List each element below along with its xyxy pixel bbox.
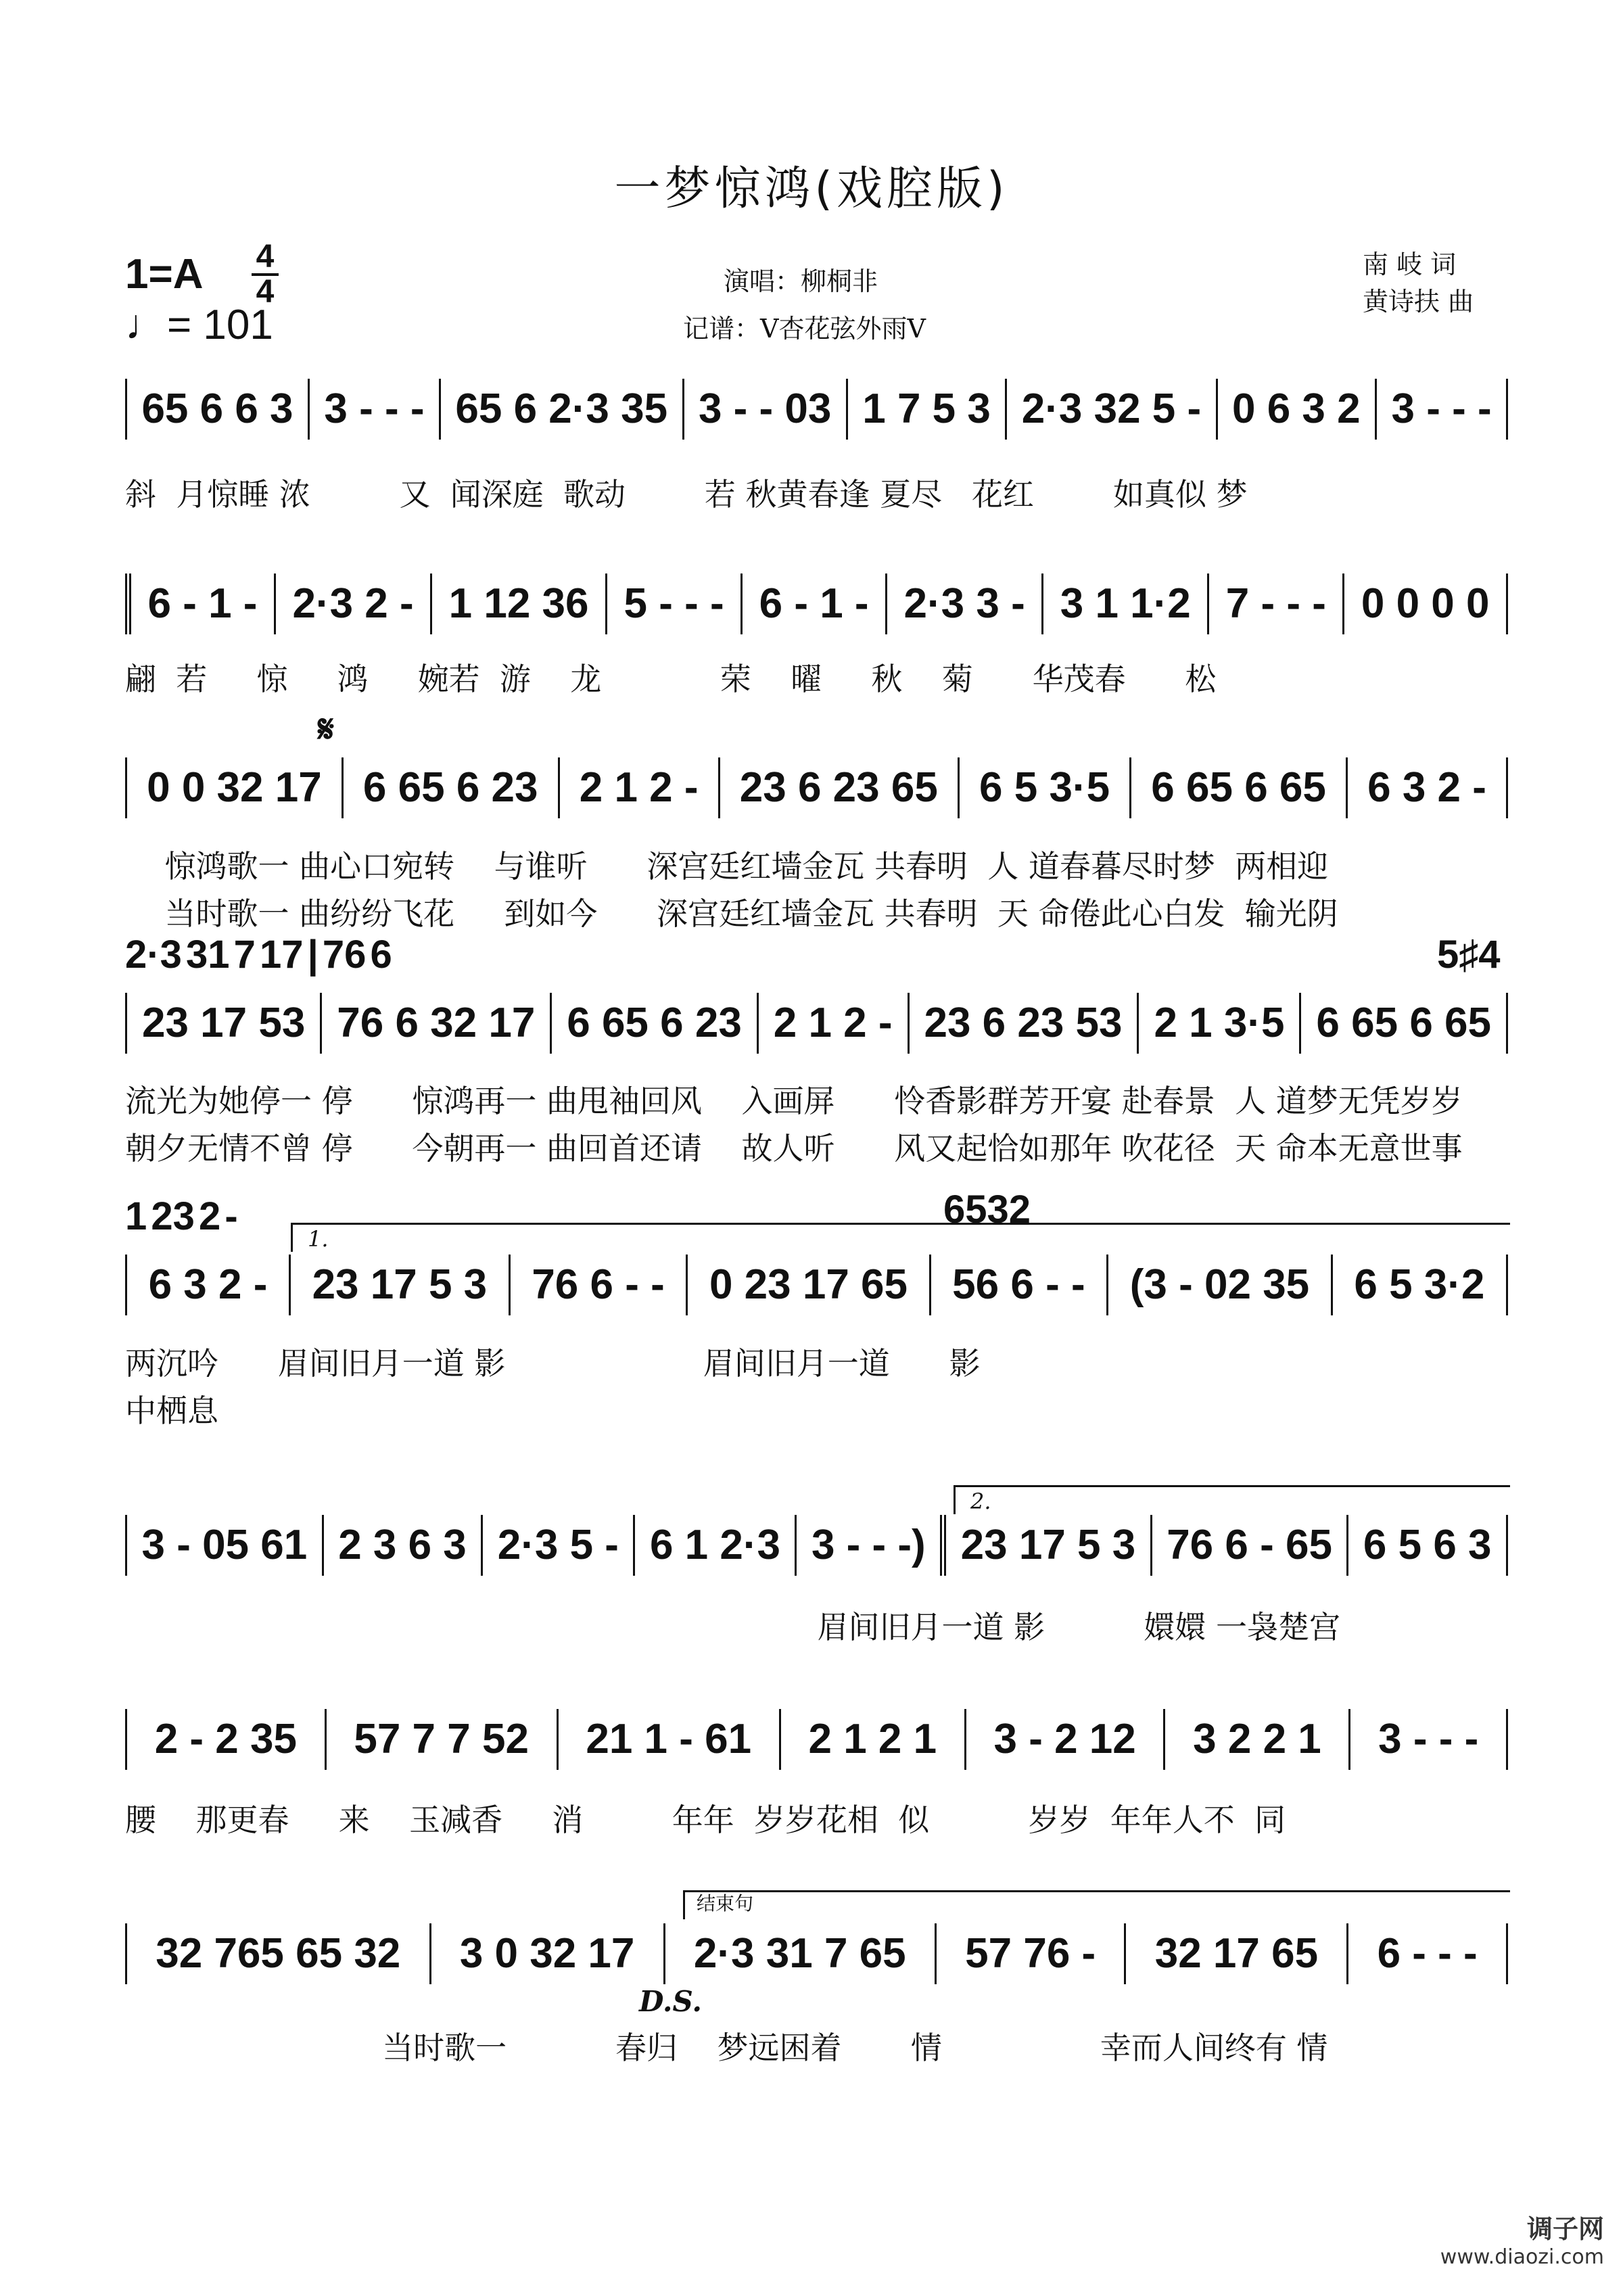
measure: 6 3 2 - <box>1348 757 1508 818</box>
measure: 2 1 3·5 <box>1139 993 1301 1054</box>
lyric-line: 惊鸿歌一 曲心口宛转 与谁听 深宫廷红墙金瓦 共春明 人 道春暮尽时梦 两相迎 <box>125 848 1329 885</box>
measure: 6 5 3·2 <box>1333 1255 1508 1315</box>
score-system <box>125 573 1508 634</box>
measure: 2 3 6 3 <box>324 1515 484 1576</box>
measure: 0 23 17 65 <box>688 1255 931 1315</box>
measure: 5 - - - <box>607 573 743 634</box>
segno-sign: 𝄋 <box>318 707 335 751</box>
ossia-notes: 5♯4 <box>1437 933 1501 977</box>
measure: 3 - - - <box>310 379 441 440</box>
measure: 32 17 65 <box>1126 1923 1348 1984</box>
measure: 2·3 32 5 - <box>1007 379 1217 440</box>
measure: 6 65 6 23 <box>552 993 759 1054</box>
measure: 23 17 53 <box>125 993 322 1054</box>
measure: 2 1 2 - <box>560 757 720 818</box>
measure: (3 - 02 35 <box>1108 1255 1333 1315</box>
measure: 23 17 5 3 <box>946 1515 1152 1576</box>
volta-2-bracket <box>954 1485 1510 1514</box>
lyric-line: 两沉吟 眉间旧月一道 影 眉间旧月一道 影 <box>125 1345 981 1382</box>
lyric-line: 当时歌一 春归 梦远困着 情 幸而人间终有 情 <box>125 2030 1328 2066</box>
transcriber-credit: 记谱：V杏花弦外雨V <box>683 314 926 344</box>
measure: 3 2 2 1 <box>1165 1709 1350 1770</box>
volta-2: 2. <box>970 1489 991 1514</box>
measure: 65 6 6 3 <box>125 379 310 440</box>
score-system <box>125 1923 1508 1984</box>
measure: 6 65 6 65 <box>1301 993 1508 1054</box>
key-signature: 1=A <box>125 251 204 298</box>
ending-bracket <box>683 1890 1510 1919</box>
score-system <box>125 379 1508 440</box>
measure: 3 - - 03 <box>684 379 848 440</box>
measure: 0 0 32 17 <box>125 757 344 818</box>
measure: 2 1 2 1 <box>781 1709 966 1770</box>
lyric-line: 当时歌一 曲纷纷飞花 到如今 深宫廷红墙金瓦 共春明 天 命倦此心白发 输光阴 <box>125 895 1338 932</box>
measure: 21 1 - 61 <box>559 1709 781 1770</box>
measure: 3 - - - <box>1350 1709 1508 1770</box>
tempo-marking: ♩= 101 <box>125 302 273 348</box>
measure: 23 17 5 3 <box>291 1255 511 1315</box>
score-system <box>125 757 1508 818</box>
measure: 56 6 - - <box>931 1255 1109 1315</box>
lyric-line: 朝夕无情不曾 停 今朝再一 曲回首还请 故人听 风又起恰如那年 吹花径 天 命本无意世事 <box>125 1130 1463 1167</box>
measure: 2 - 2 35 <box>125 1709 327 1770</box>
score-title: 一梦惊鸿(戏腔版) <box>614 162 1009 216</box>
lyric-line: 斜 月惊睡 浓 又 闻深庭 歌动 若 秋黄春逢 夏尽 花红 如真似 梦 <box>125 476 1248 513</box>
measure: 2·3 2 - <box>276 573 432 634</box>
measure: 3 - 05 61 <box>125 1515 324 1576</box>
lyric-line: 流光为她停一 停 惊鸿再一 曲甩袖回风 入画屏 怜香影群芳开宴 赴春景 人 道梦无凭岁岁 <box>125 1083 1463 1119</box>
ossia-notes: 2·3 31 7 17 | 76 6 <box>125 933 392 977</box>
volta-1-bracket <box>291 1223 1510 1252</box>
lyric-line: 眉间旧月一道 影 嬛嬛 一袅楚宫 <box>125 1609 1341 1645</box>
lyric-line: 中栖息 <box>125 1392 218 1429</box>
measure: 76 6 - 65 <box>1152 1515 1349 1576</box>
measure: 76 6 - - <box>511 1255 688 1315</box>
measure: 0 0 0 0 <box>1344 573 1508 634</box>
measure: 57 76 - <box>937 1923 1127 1984</box>
score-system <box>125 1515 1508 1576</box>
watermark: 调子网 www.diaozi.com <box>1440 2214 1604 2269</box>
measure: 2·3 3 - <box>887 573 1043 634</box>
measure: 6 65 6 65 <box>1131 757 1348 818</box>
measure: 6 65 6 23 <box>344 757 560 818</box>
measure: 2·3 5 - <box>483 1515 635 1576</box>
score-system <box>125 1709 1508 1770</box>
lyric-line: 腰 那更春 来 玉减香 消 年年 岁岁花相 似 岁岁 年年人不 同 <box>125 1802 1286 1838</box>
measure: 2 1 2 - <box>759 993 910 1054</box>
score-system <box>125 1255 1508 1315</box>
measure: 23 6 23 53 <box>910 993 1139 1054</box>
measure: 57 7 7 52 <box>327 1709 559 1770</box>
measure: 6 - 1 - <box>743 573 887 634</box>
ossia-notes: 6532 <box>943 1188 1031 1232</box>
ending-label: 结束句 <box>697 1892 754 1915</box>
measure: 23 6 23 65 <box>720 757 960 818</box>
measure: 3 1 1·2 <box>1043 573 1209 634</box>
measure: 2·3 31 7 65 <box>665 1923 937 1984</box>
measure: 7 - - - <box>1209 573 1344 634</box>
measure: 1 7 5 3 <box>848 379 1007 440</box>
measure: 3 - - -) <box>797 1515 946 1576</box>
time-signature: 4 4 <box>252 242 279 307</box>
measure: 6 5 3·5 <box>960 757 1131 818</box>
measure: 1 12 36 <box>432 573 607 634</box>
measure: 76 6 32 17 <box>322 993 552 1054</box>
measure: 3 0 32 17 <box>431 1923 665 1984</box>
composer-credit: 黄诗扶 曲 <box>1363 287 1474 317</box>
volta-1: 1. <box>308 1226 329 1252</box>
ossia-notes: 1 23 2 - <box>125 1194 238 1238</box>
lyricist-credit: 南 岐 词 <box>1363 250 1457 279</box>
measure: 3 - - - <box>1377 379 1508 440</box>
measure: 3 - 2 12 <box>966 1709 1166 1770</box>
measure: 6 1 2·3 <box>635 1515 797 1576</box>
measure: 32 765 65 32 <box>125 1923 431 1984</box>
measure: 0 6 3 2 <box>1218 379 1377 440</box>
measure: 6 - - - <box>1348 1923 1508 1984</box>
singer-credit: 演唱：柳桐非 <box>724 266 878 296</box>
measure: 65 6 2·3 35 <box>441 379 684 440</box>
score-system <box>125 993 1508 1054</box>
measure: 6 3 2 - <box>125 1255 291 1315</box>
lyric-line: 翩 若 惊 鸿 婉若 游 龙 荣 曜 秋 菊 华茂春 松 <box>125 661 1217 697</box>
ds-marking: D.S. <box>639 1985 703 2018</box>
measure: 6 5 6 3 <box>1348 1515 1508 1576</box>
measure: 6 - 1 - <box>125 573 276 634</box>
